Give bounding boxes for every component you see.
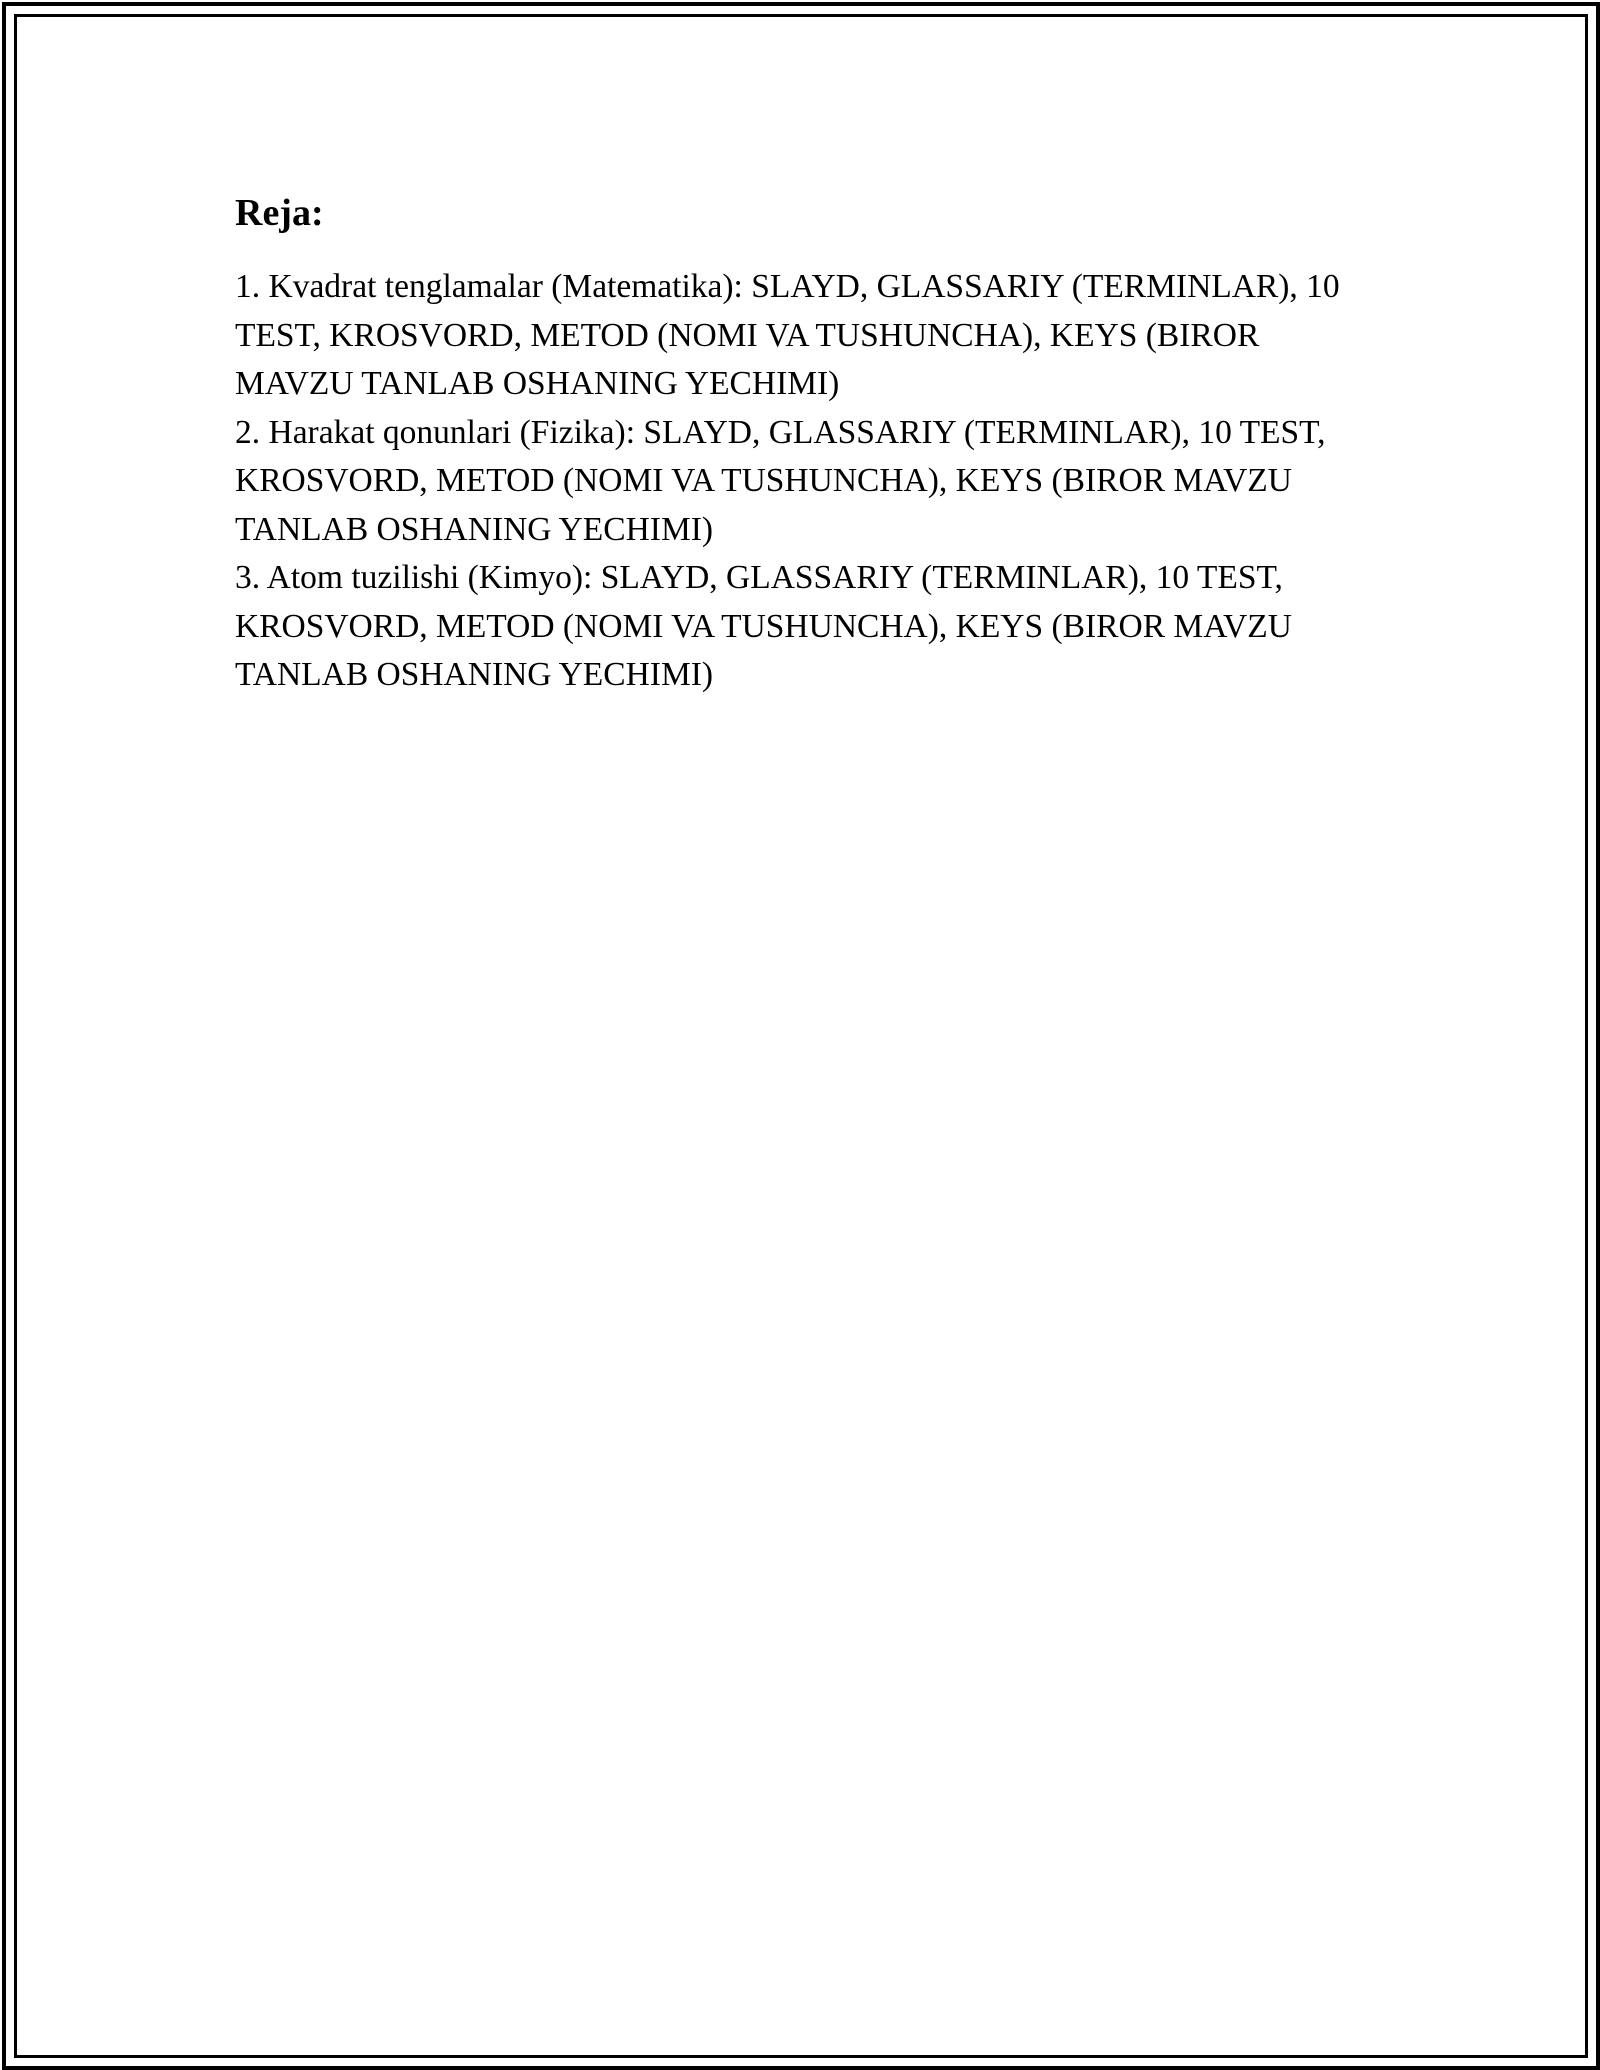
plan-item-chemistry: 3. Atom tuzilishi (Kimyo): SLAYD, GLASSARIY (TERMINLAR), 10 TEST, KROSVORD, METOD (NOMI VA TUSHUNCHA), KEYS (BIROR MAVZU TANLAB OSHANING YECHIMI) [235, 559, 1292, 693]
plan-list [235, 263, 1365, 700]
plan-item-physics: 2. Harakat qonunlari (Fizika): SLAYD, GLASSARIY (TERMINLAR), 10 TEST, KROSVORD, METOD (NOMI VA TUSHUNCHA), KEYS (BIROR MAVZU TANLAB OSHANING YECHIMI) [235, 413, 1326, 548]
document-title: Reja: [235, 192, 324, 234]
plan-item-math: 1. Kvadrat tenglamalar (Matematika): SLAYD, GLASSARIY (TERMINLAR), 10 TEST, KROSVORD, METOD (NOMI VA TUSHUNCHA), KEYS (BIROR MAVZU TANLAB OSHANING YECHIMI) [235, 268, 1340, 402]
document-body [235, 185, 1365, 700]
